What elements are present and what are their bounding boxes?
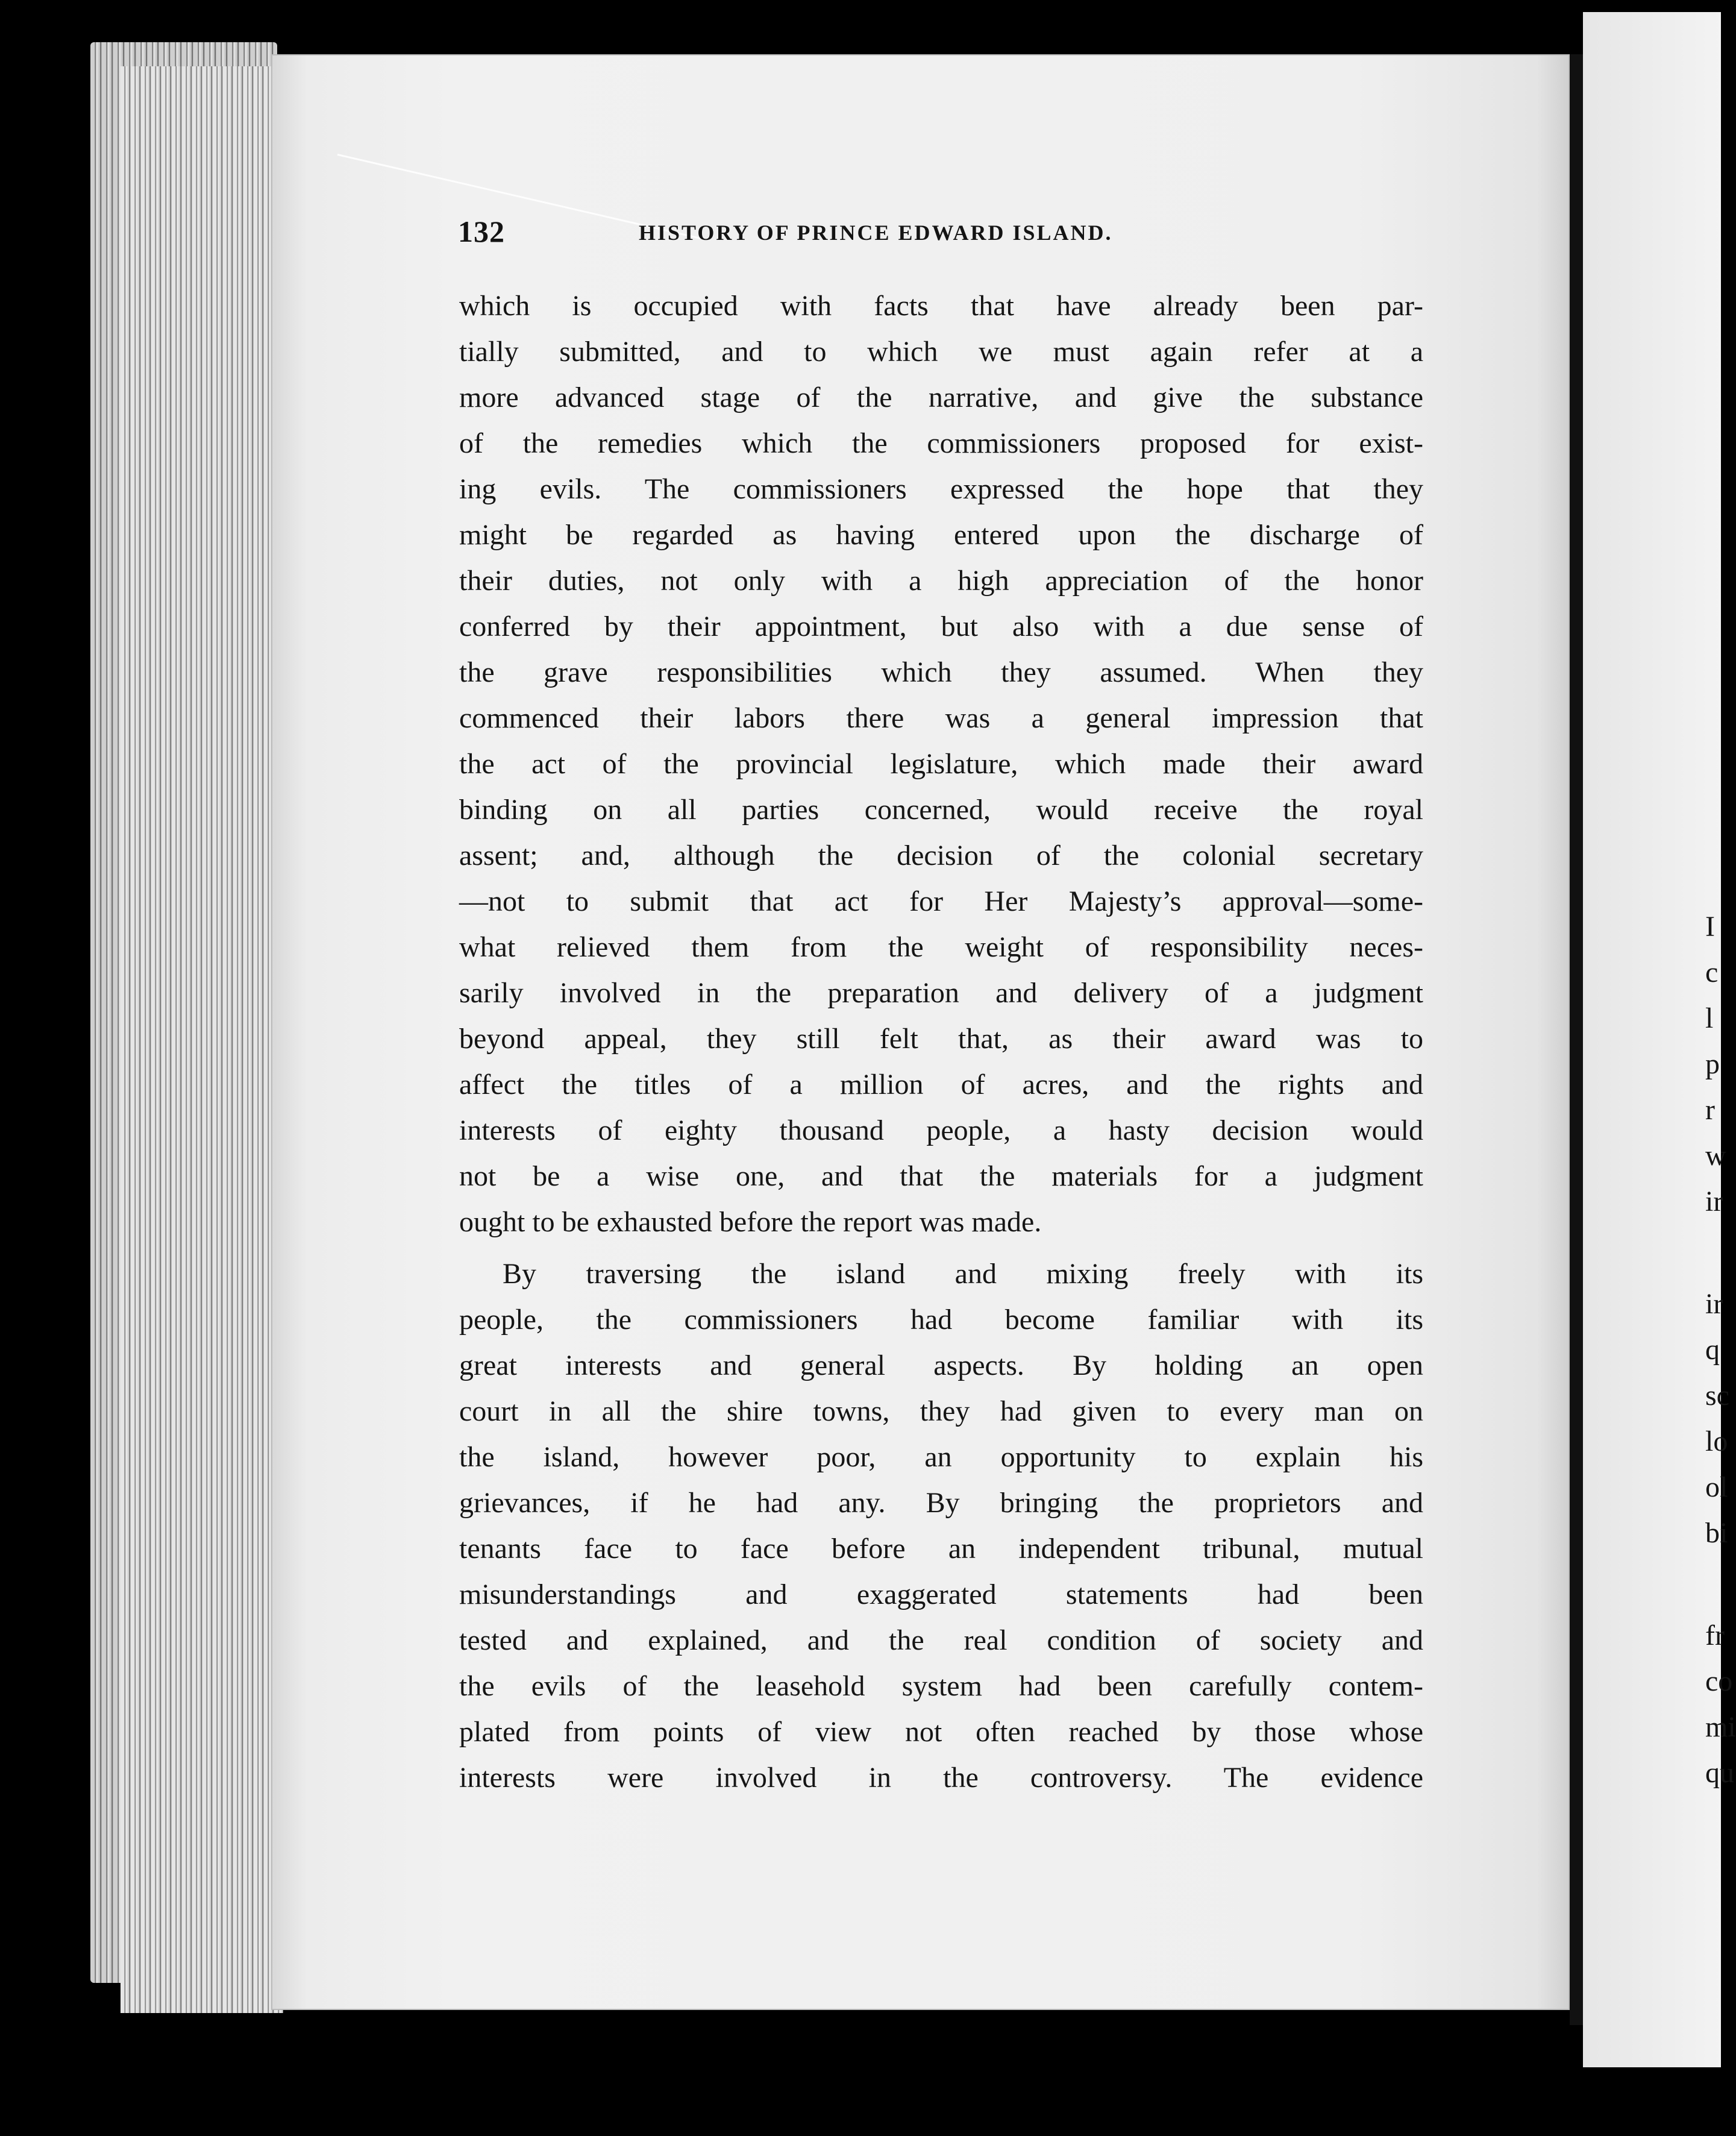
page-number: 132 [458, 215, 505, 248]
page-header [458, 214, 1259, 256]
right-page-edge [1583, 12, 1736, 2067]
text-line: the grave responsibilities which they assumed. When they [459, 656, 1423, 688]
text-line: grievances, if he had any. By bringing the proprietors and [459, 1487, 1423, 1519]
text-line: binding on all parties concerned, would receive the royal [459, 794, 1423, 826]
text-line: not be a wise one, and that the materials for a judgment [459, 1160, 1423, 1192]
text-line: commenced their labors there was a general impression that [459, 702, 1423, 734]
text-line: the island, however poor, an opportunity to explain his [459, 1441, 1423, 1473]
book-gutter [1570, 54, 1583, 2025]
right-page-fragment: ol [1705, 1471, 1728, 1503]
right-page-fragment: q [1705, 1334, 1720, 1366]
text-line: tested and explained, and the real condition of society and [459, 1624, 1423, 1656]
text-line: tenants face to face before an independent tribunal, mutual [459, 1533, 1423, 1565]
text-line: the act of the provincial legislature, which made their award [459, 748, 1423, 780]
right-page-fragment: c [1705, 956, 1719, 988]
right-page-fragment: ir [1705, 1186, 1723, 1217]
text-line: their duties, not only with a high appreciation of the honor [459, 565, 1423, 597]
text-line: might be regarded as having entered upon the discharge of [459, 519, 1423, 551]
right-page-fragment: fr [1705, 1619, 1725, 1651]
text-line: which is occupied with facts that have already been par- [459, 290, 1423, 322]
stacked-page-edges-inner [121, 66, 283, 2013]
text-line: tially submitted, and to which we must again refer at a [459, 336, 1423, 368]
text-line: affect the titles of a million of acres, and the rights and [459, 1069, 1423, 1101]
right-page-fragment: I [1705, 911, 1715, 943]
text-line: ing evils. The commissioners expressed the hope that they [459, 473, 1423, 505]
right-page-fragment: lo [1705, 1425, 1728, 1457]
right-page-fragment: p [1705, 1048, 1720, 1080]
text-line: great interests and general aspects. By holding an open [459, 1349, 1423, 1381]
text-line: interests of eighty thousand people, a hasty decision would [459, 1114, 1423, 1146]
right-page-fragment: sc [1705, 1380, 1729, 1412]
right-page-fragment: mi [1705, 1711, 1736, 1743]
right-page-fragments [1705, 904, 1736, 1796]
text-line: people, the commissioners had become familiar with its [459, 1304, 1423, 1336]
text-line: of the remedies which the commissioners proposed for exist- [459, 427, 1423, 459]
right-page-fragment: ir [1705, 1288, 1723, 1320]
text-line: assent; and, although the decision of the colonial secretary [459, 840, 1423, 872]
paragraph-2 [459, 1251, 1423, 1801]
text-line: what relieved them from the weight of responsibility neces- [459, 931, 1423, 963]
text-line: more advanced stage of the narrative, and give the substance [459, 382, 1423, 413]
text-line: —not to submit that act for Her Majesty’s approval—some- [459, 885, 1423, 917]
paragraph-1 [459, 283, 1423, 1245]
text-line: By traversing the island and mixing freely with its [503, 1258, 1423, 1290]
right-page-fragment: r [1705, 1094, 1715, 1126]
body-text [459, 283, 1423, 1801]
text-line: plated from points of view not often reached by those whose [459, 1716, 1423, 1748]
right-page-fragment: w [1705, 1140, 1726, 1172]
text-line: conferred by their appointment, but also with a due sense of [459, 611, 1423, 642]
right-page-fragment: bi [1705, 1517, 1728, 1549]
text-line: the evils of the leasehold system had been carefully contem- [459, 1670, 1423, 1702]
right-page-fragment [1705, 1225, 1721, 1281]
right-page-fragment: l [1705, 1002, 1714, 1034]
running-head: HISTORY OF PRINCE EDWARD ISLAND. [639, 221, 1113, 245]
text-line: court in all the shire towns, they had given to every man on [459, 1395, 1423, 1427]
right-page-fragment: co [1705, 1665, 1733, 1697]
text-line: interests were involved in the controversy. The evidence [459, 1762, 1423, 1794]
text-line: beyond appeal, they still felt that, as their award was to [459, 1023, 1423, 1055]
right-page-fragment: qu [1705, 1757, 1734, 1789]
text-line: sarily involved in the preparation and delivery of a judgment [459, 977, 1423, 1009]
text-line: misunderstandings and exaggerated statements had been [459, 1578, 1423, 1610]
right-page-fragment [1705, 1556, 1721, 1613]
text-line: ought to be exhausted before the report was made. [459, 1206, 1042, 1238]
